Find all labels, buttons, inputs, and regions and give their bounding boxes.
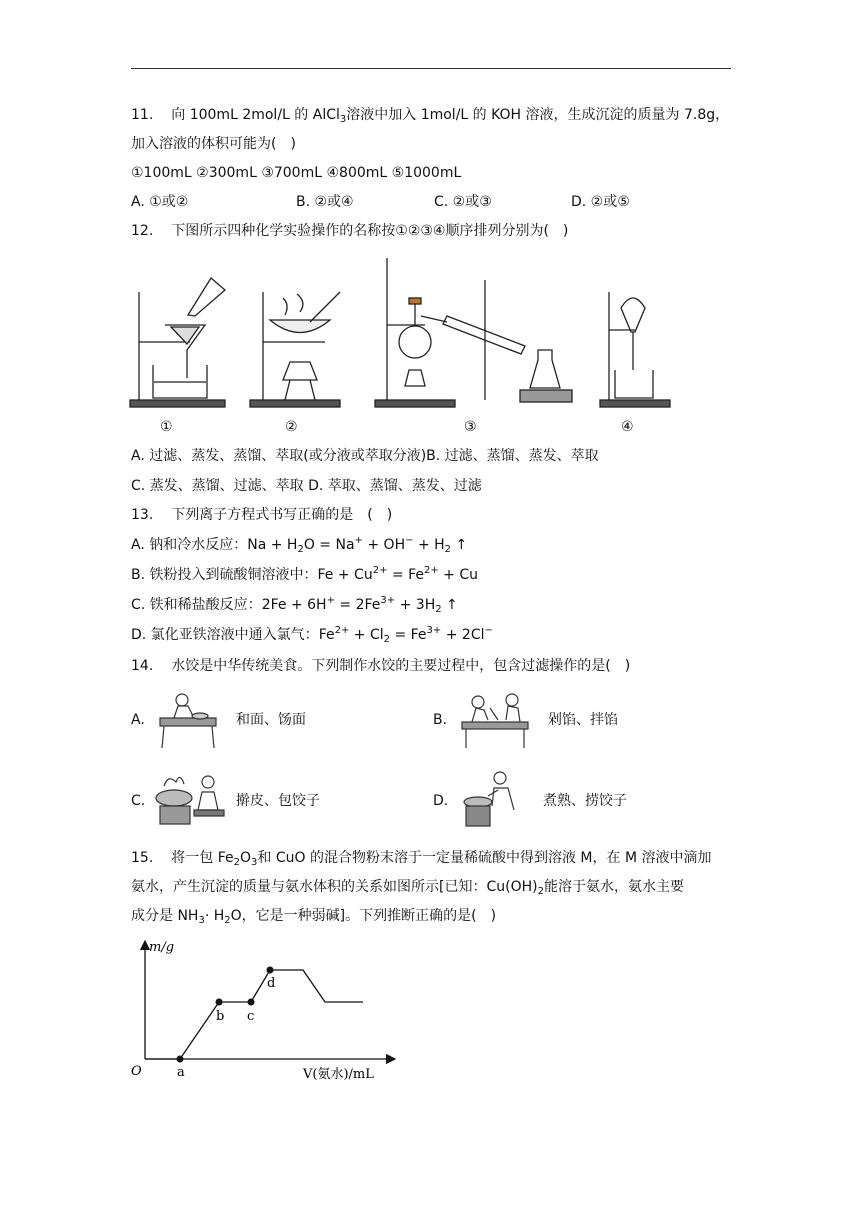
q12-fig-label-2: ② [285,419,298,435]
q14-stem: 14. 水饺是中华传统美食。下列制作水饺的主要过程中，包含过滤操作的是( ) [131,658,631,674]
q14-option-c-letter: C. [131,793,146,809]
q12-options-cd: C. 蒸发、蒸馏、过滤、萃取 D. 萃取、蒸馏、蒸发、过滤 [131,478,482,494]
q13-stem: 13. 下列离子方程式书写正确的是 ( ) [131,507,393,523]
q14-option-d-text: 煮熟、捞饺子 [543,793,627,809]
q12-apparatus-figure [125,250,685,440]
point-d [267,967,274,974]
q13-option-d: D. 氯化亚铁溶液中通入氯气：$Fe^{2+} + Cl_2 = Fe^{3+} + 2Cl^-$ [131,625,493,645]
q14-option-c-text: 擀皮、包饺子 [236,793,320,809]
q11-option-d: D. ②或⑤ [571,194,630,210]
point-a [177,1056,184,1063]
q13-option-a: A. 钠和冷水反应：$Na + H_2O = Na^+ + OH^- + H_2$ ↑ [131,535,468,555]
boiling-dumplings-illustration [458,766,526,830]
point-label-a: a [177,1065,185,1080]
kneading-dough-illustration [152,688,222,750]
q11-option-b: B. ②或④ [296,194,354,210]
q12-fig-label-3: ③ [464,419,477,435]
q15-line3: 成分是 $NH_3\cdot H_2O$，它是一种弱碱]。下列推断正确的是( ) [131,908,497,926]
q14-option-d-letter: D. [433,793,449,809]
chopping-filling-illustration [458,688,532,750]
q14-option-a-text: 和面、饧面 [236,712,306,728]
q15-precipitate-chart [125,935,405,1085]
point-label-c: c [247,1009,255,1024]
point-label-b: b [216,1009,225,1024]
x-axis-label: V(氨水)/mL [303,1067,374,1082]
q15-line1: 15. 将一包 $Fe_2O_3$和 CuO 的混合物粉末溶于一定量稀硫酸中得到溶液 M，在 M 溶液中滴加 [131,850,712,868]
q12-stem: 12. 下图所示四种化学实验操作的名称按①②③④顺序排列分别为( ) [131,223,569,239]
q11-option-c: C. ②或③ [434,194,492,210]
q15-line2: 氨水，产生沉淀的质量与氨水体积的关系如图所示[已知：$Cu(OH)_2$能溶于氨水，氨水主要 [131,879,684,897]
q14-option-b-letter: B. [433,712,448,728]
q12-options-ab: A. 过滤、蒸发、蒸馏、萃取(或分液或萃取分液)B. 过滤、蒸馏、蒸发、萃取 [131,448,599,464]
header-rule [131,68,731,69]
q11-line2: 加入溶液的体积可能为( ) [131,136,296,152]
q12-fig-label-1: ① [160,419,173,435]
y-axis-label: m/g [149,940,175,955]
q13-option-c: C. 铁和稀盐酸反应：$2Fe + 6H^+ = 2Fe^{3+} + 3H_2$ ↑ [131,595,458,615]
q14-option-b-text: 剁馅、拌馅 [548,712,618,728]
q11-choices: ①100mL ②300mL ③700mL ④800mL ⑤1000mL [131,165,462,181]
point-b [216,999,223,1006]
point-c [248,999,255,1006]
origin-label: O [131,1064,142,1079]
rolling-wrapper-illustration [150,766,228,830]
q12-fig-label-4: ④ [621,419,634,435]
q14-option-a-letter: A. [131,712,145,728]
q13-option-b: B. 铁粉投入到硫酸铜溶液中：$Fe + Cu^{2+} = Fe^{2+} + Cu$ [131,565,479,583]
q11-option-a: A. ①或② [131,194,189,210]
point-label-d: d [267,976,276,991]
q11-line1: 11. 向 100mL 2mol/L 的 AlCl$_3$溶液中加入 1mol/L 的 KOH 溶液，生成沉淀的质量为 7.8g， [131,107,730,125]
